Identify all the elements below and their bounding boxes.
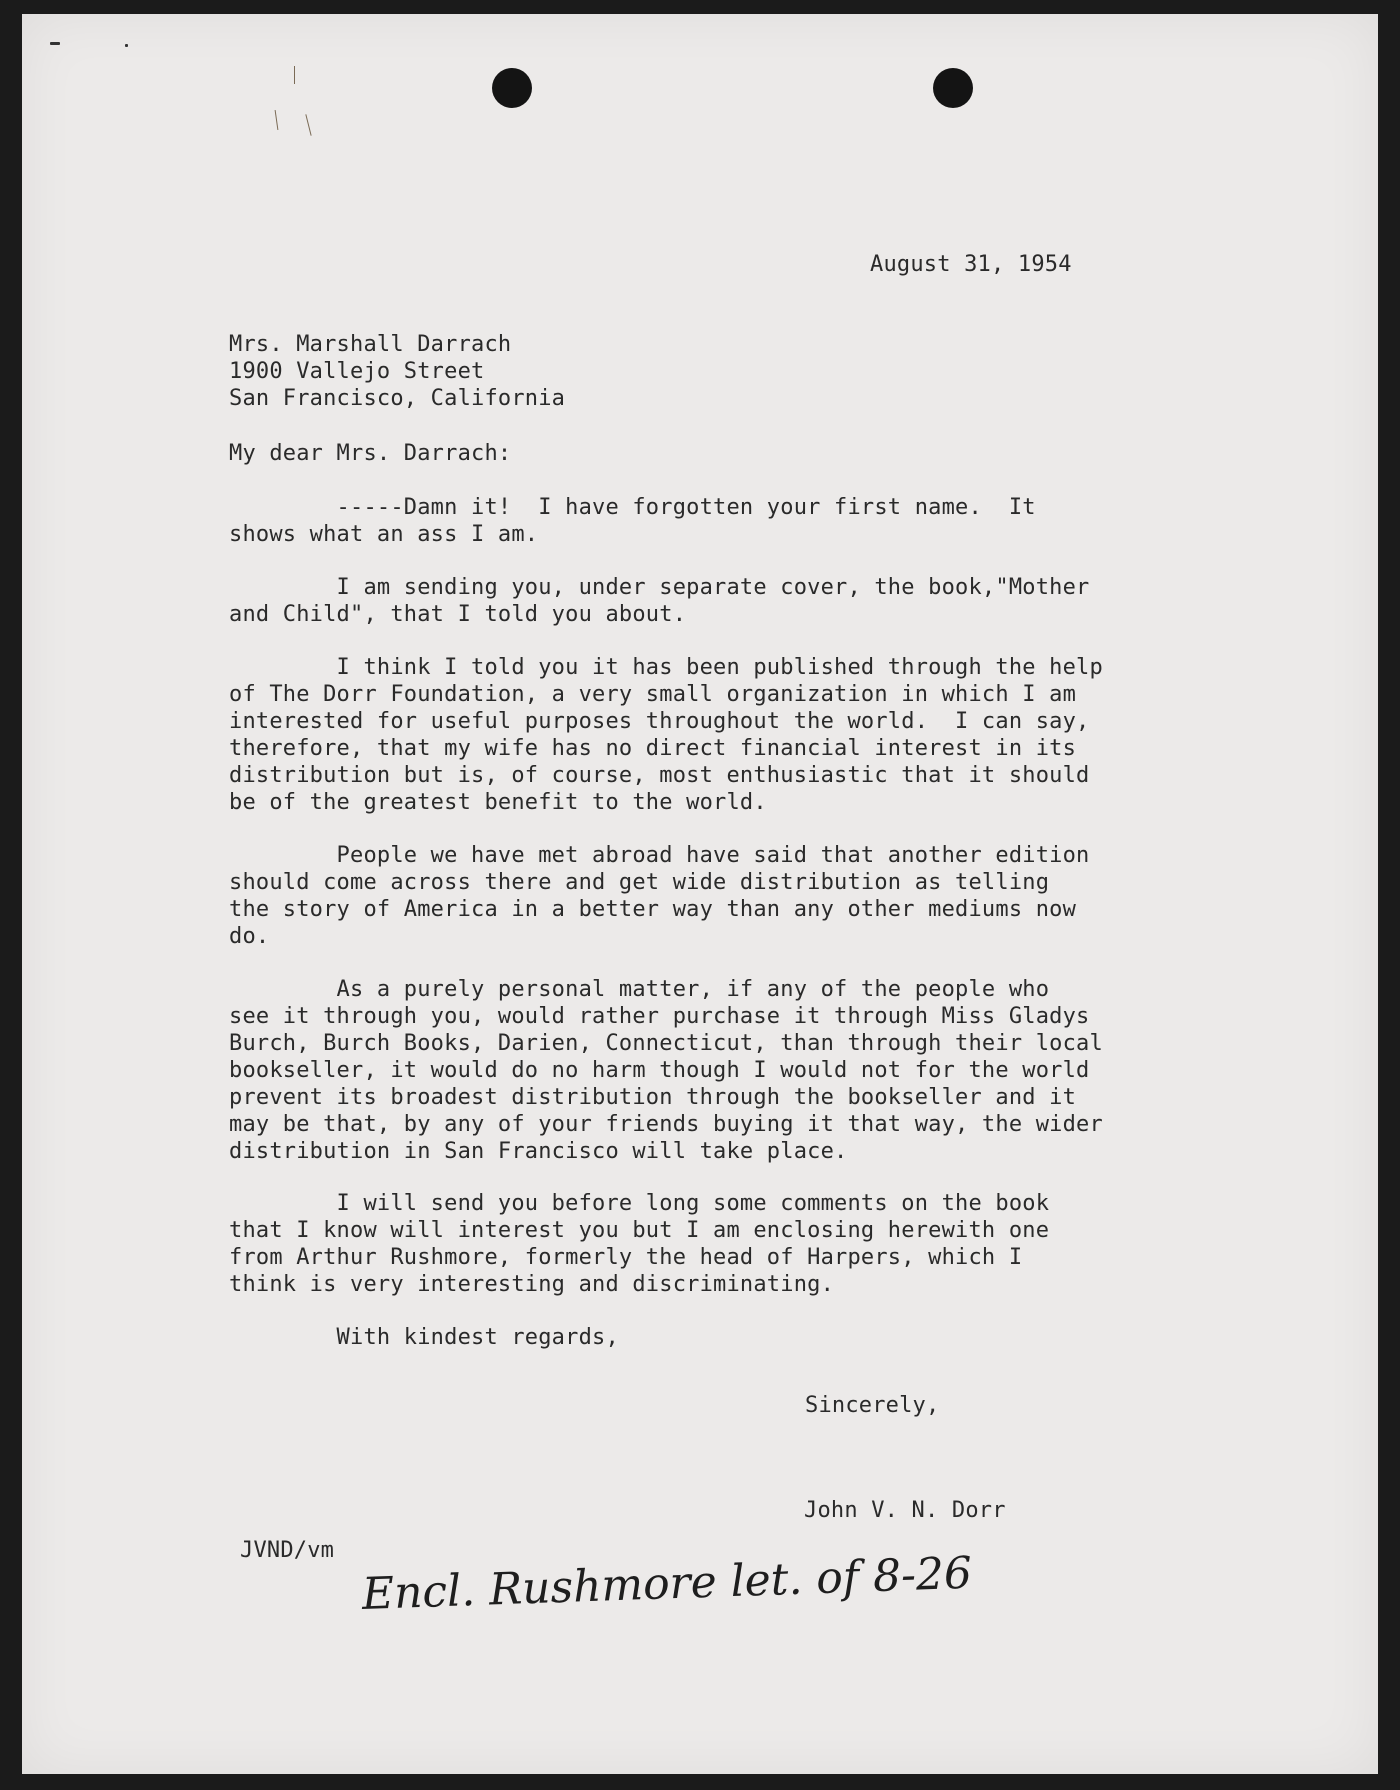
letter-date: August 31, 1954 <box>870 252 1072 277</box>
regards-line: With kindest regards, <box>229 1325 619 1350</box>
paragraph-line: think is very interesting and discriminating. <box>229 1272 835 1297</box>
paper-mark <box>305 114 311 136</box>
signature-name: John V. N. Dorr <box>804 1498 1006 1523</box>
paragraph <box>229 574 1090 628</box>
paragraph <box>229 654 1103 816</box>
paragraph <box>229 976 1103 1165</box>
paper-mark <box>294 66 295 84</box>
paragraph-line: I am sending you, under separate cover, the book,"Mother <box>229 575 1090 600</box>
paragraph <box>229 494 1036 548</box>
paragraph-line: -----Damn it! I have forgotten your first name. It <box>229 495 1036 520</box>
paragraph-line: therefore, that my wife has no direct financial interest in its <box>229 736 1077 761</box>
paragraph-line: I think I told you it has been published through the help <box>229 655 1103 680</box>
salutation: My dear Mrs. Darrach: <box>229 441 512 466</box>
paper-mark <box>125 44 128 47</box>
typist-initials: JVND/vm <box>240 1538 335 1563</box>
paragraph-line: distribution in San Francisco will take place. <box>229 1139 848 1164</box>
address-line: 1900 Vallejo Street <box>229 359 485 384</box>
punch-hole-right <box>933 68 973 108</box>
paragraph-line: Burch, Burch Books, Darien, Connecticut, than through their local <box>229 1031 1103 1056</box>
letter-page <box>22 14 1378 1774</box>
paragraph-line: bookseller, it would do no harm though I would not for the world <box>229 1058 1090 1083</box>
paragraph <box>229 1190 1049 1298</box>
paragraph-line: People we have met abroad have said that another edition <box>229 843 1090 868</box>
paper-mark <box>275 110 279 130</box>
paragraph-line: from Arthur Rushmore, formerly the head of Harpers, which I <box>229 1245 1023 1270</box>
address-line: San Francisco, California <box>229 386 566 411</box>
paragraph-line: and Child", that I told you about. <box>229 602 687 627</box>
closing: Sincerely, <box>805 1393 940 1418</box>
paragraph-line: prevent its broadest distribution through the bookseller and it <box>229 1085 1077 1110</box>
paragraph-line: interested for useful purposes throughout the world. I can say, <box>229 709 1090 734</box>
handwritten-note: Encl. Rushmore let. of 8-26 <box>361 1547 973 1620</box>
paragraph-line: be of the greatest benefit to the world. <box>229 790 767 815</box>
punch-hole-left <box>492 68 532 108</box>
paragraph-line: I will send you before long some comments on the book <box>229 1191 1050 1216</box>
paragraph-line: should come across there and get wide distribution as telling <box>229 870 1050 895</box>
paper-mark <box>50 42 60 45</box>
paragraph-line: the story of America in a better way than any other mediums now <box>229 897 1077 922</box>
paragraph-line: see it through you, would rather purchase it through Miss Gladys <box>229 1004 1090 1029</box>
paragraph <box>229 842 1090 950</box>
paragraph-line: may be that, by any of your friends buying it that way, the wider <box>229 1112 1103 1137</box>
paragraph-line: distribution but is, of course, most enthusiastic that it should <box>229 763 1090 788</box>
paragraph-line: do. <box>229 924 270 949</box>
address-line: Mrs. Marshall Darrach <box>229 332 512 357</box>
paragraph-line: As a purely personal matter, if any of the people who <box>229 977 1050 1002</box>
paragraph-line: shows what an ass I am. <box>229 522 539 547</box>
paragraph-line: of The Dorr Foundation, a very small organization in which I am <box>229 682 1077 707</box>
paragraph-line: that I know will interest you but I am enclosing herewith one <box>229 1218 1050 1243</box>
recipient-address <box>229 331 565 412</box>
